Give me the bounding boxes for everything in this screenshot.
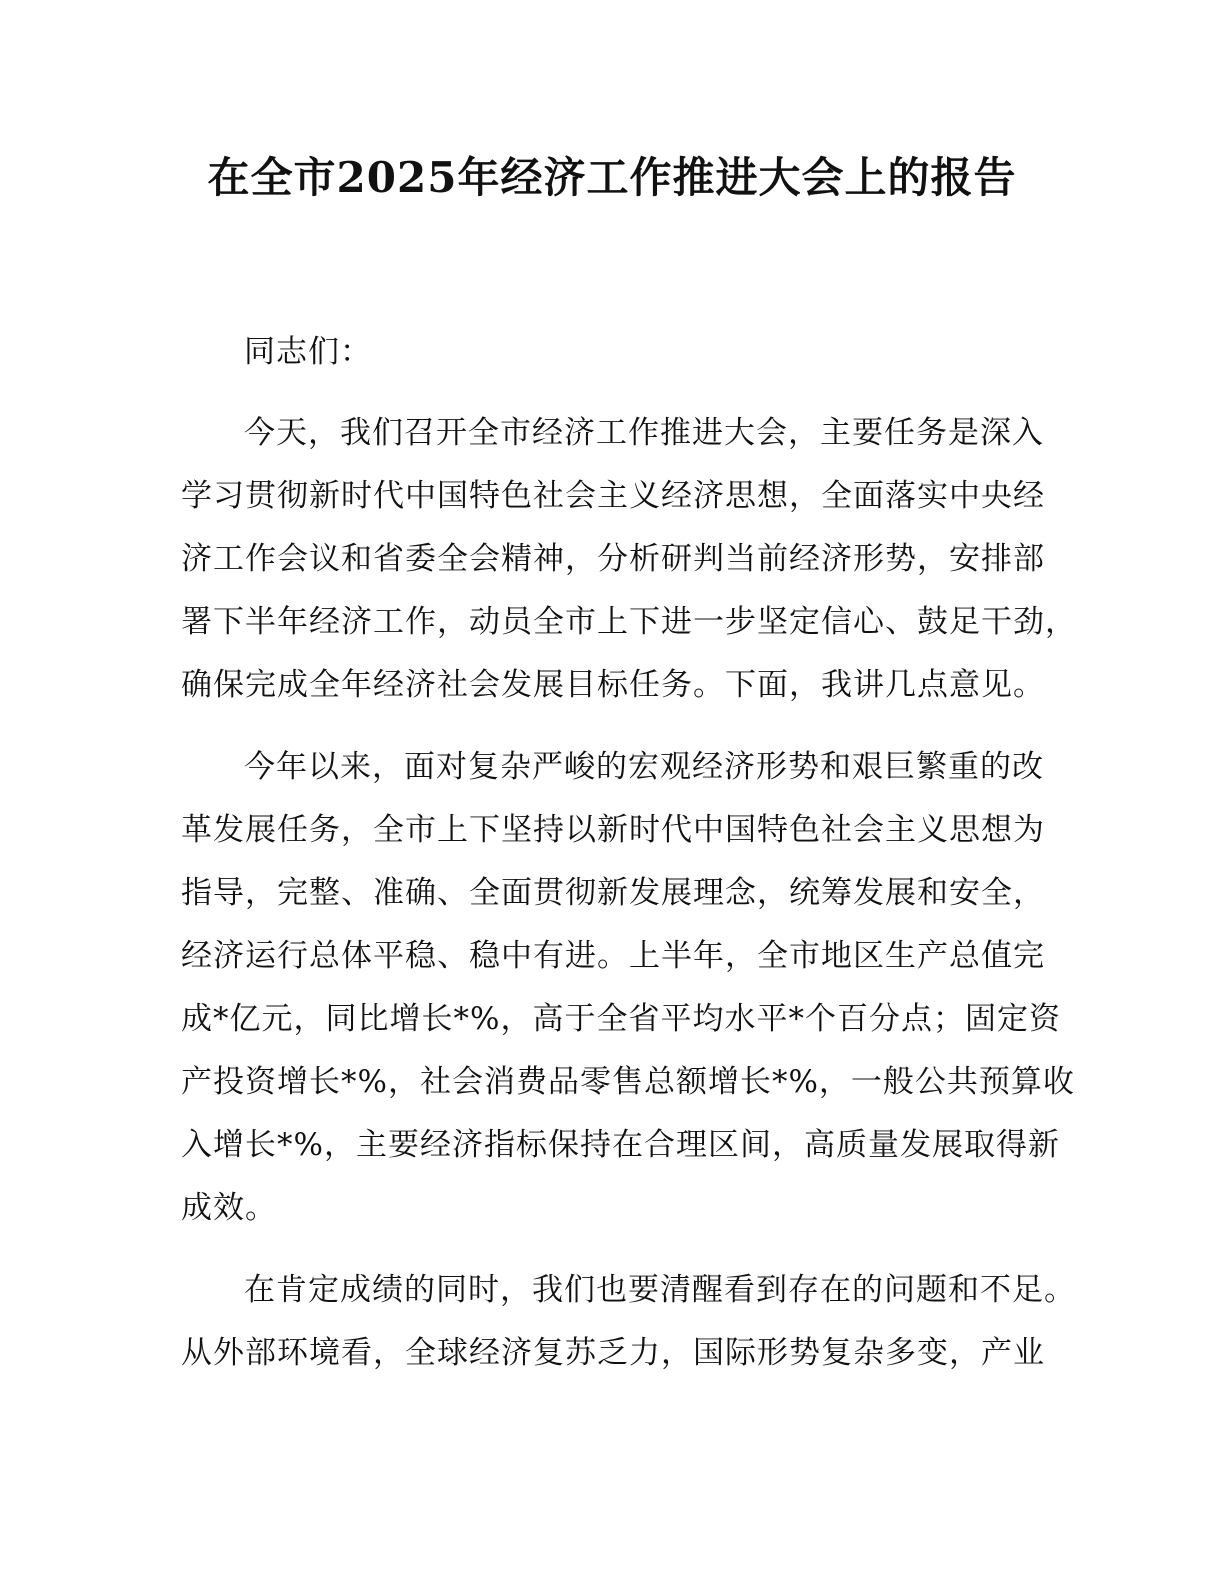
paragraph-line: 今天，我们召开全市经济工作推进大会，主要任务是深入 — [244, 415, 1044, 451]
salutation-line: 同志们： — [244, 334, 372, 370]
paragraph-line: 革发展任务，全市上下坚持以新时代中国特色社会主义思想为 — [181, 812, 1045, 848]
paragraph-line: 成效。 — [181, 1190, 277, 1226]
paragraph-line: 确保完成全年经济社会发展目标任务。下面，我讲几点意见。 — [181, 667, 1045, 703]
paragraph-line: 济工作会议和省委全会精神，分析研判当前经济形势，安排部 — [181, 541, 1045, 577]
paragraph-line: 成*亿元，同比增长*%，高于全省平均水平*个百分点；固定资 — [181, 1001, 1061, 1037]
paragraph-line: 经济运行总体平稳、稳中有进。上半年，全市地区生产总值完 — [181, 938, 1045, 974]
paragraph-line: 从外部环境看，全球经济复苏乏力，国际形势复杂多变，产业 — [181, 1335, 1045, 1371]
paragraph-line: 指导，完整、准确、全面贯彻新发展理念，统筹发展和安全， — [181, 875, 1045, 911]
paragraph-line: 署下半年经济工作，动员全市上下进一步坚定信心、鼓足干劲， — [181, 604, 1077, 640]
paragraph-line: 入增长*%，主要经济指标保持在合理区间，高质量发展取得新 — [181, 1127, 1060, 1163]
paragraph-line: 产投资增长*%，社会消费品零售总额增长*%，一般公共预算收 — [181, 1064, 1075, 1100]
paragraph-line: 今年以来，面对复杂严峻的宏观经济形势和艰巨繁重的改 — [244, 749, 1044, 785]
document-title: 在全市2025年经济工作推进大会上的报告 — [207, 153, 1017, 202]
paragraph-line: 学习贯彻新时代中国特色社会主义经济思想，全面落实中央经 — [181, 478, 1045, 514]
paragraph-line: 在肯定成绩的同时，我们也要清醒看到存在的问题和不足。 — [244, 1272, 1076, 1308]
